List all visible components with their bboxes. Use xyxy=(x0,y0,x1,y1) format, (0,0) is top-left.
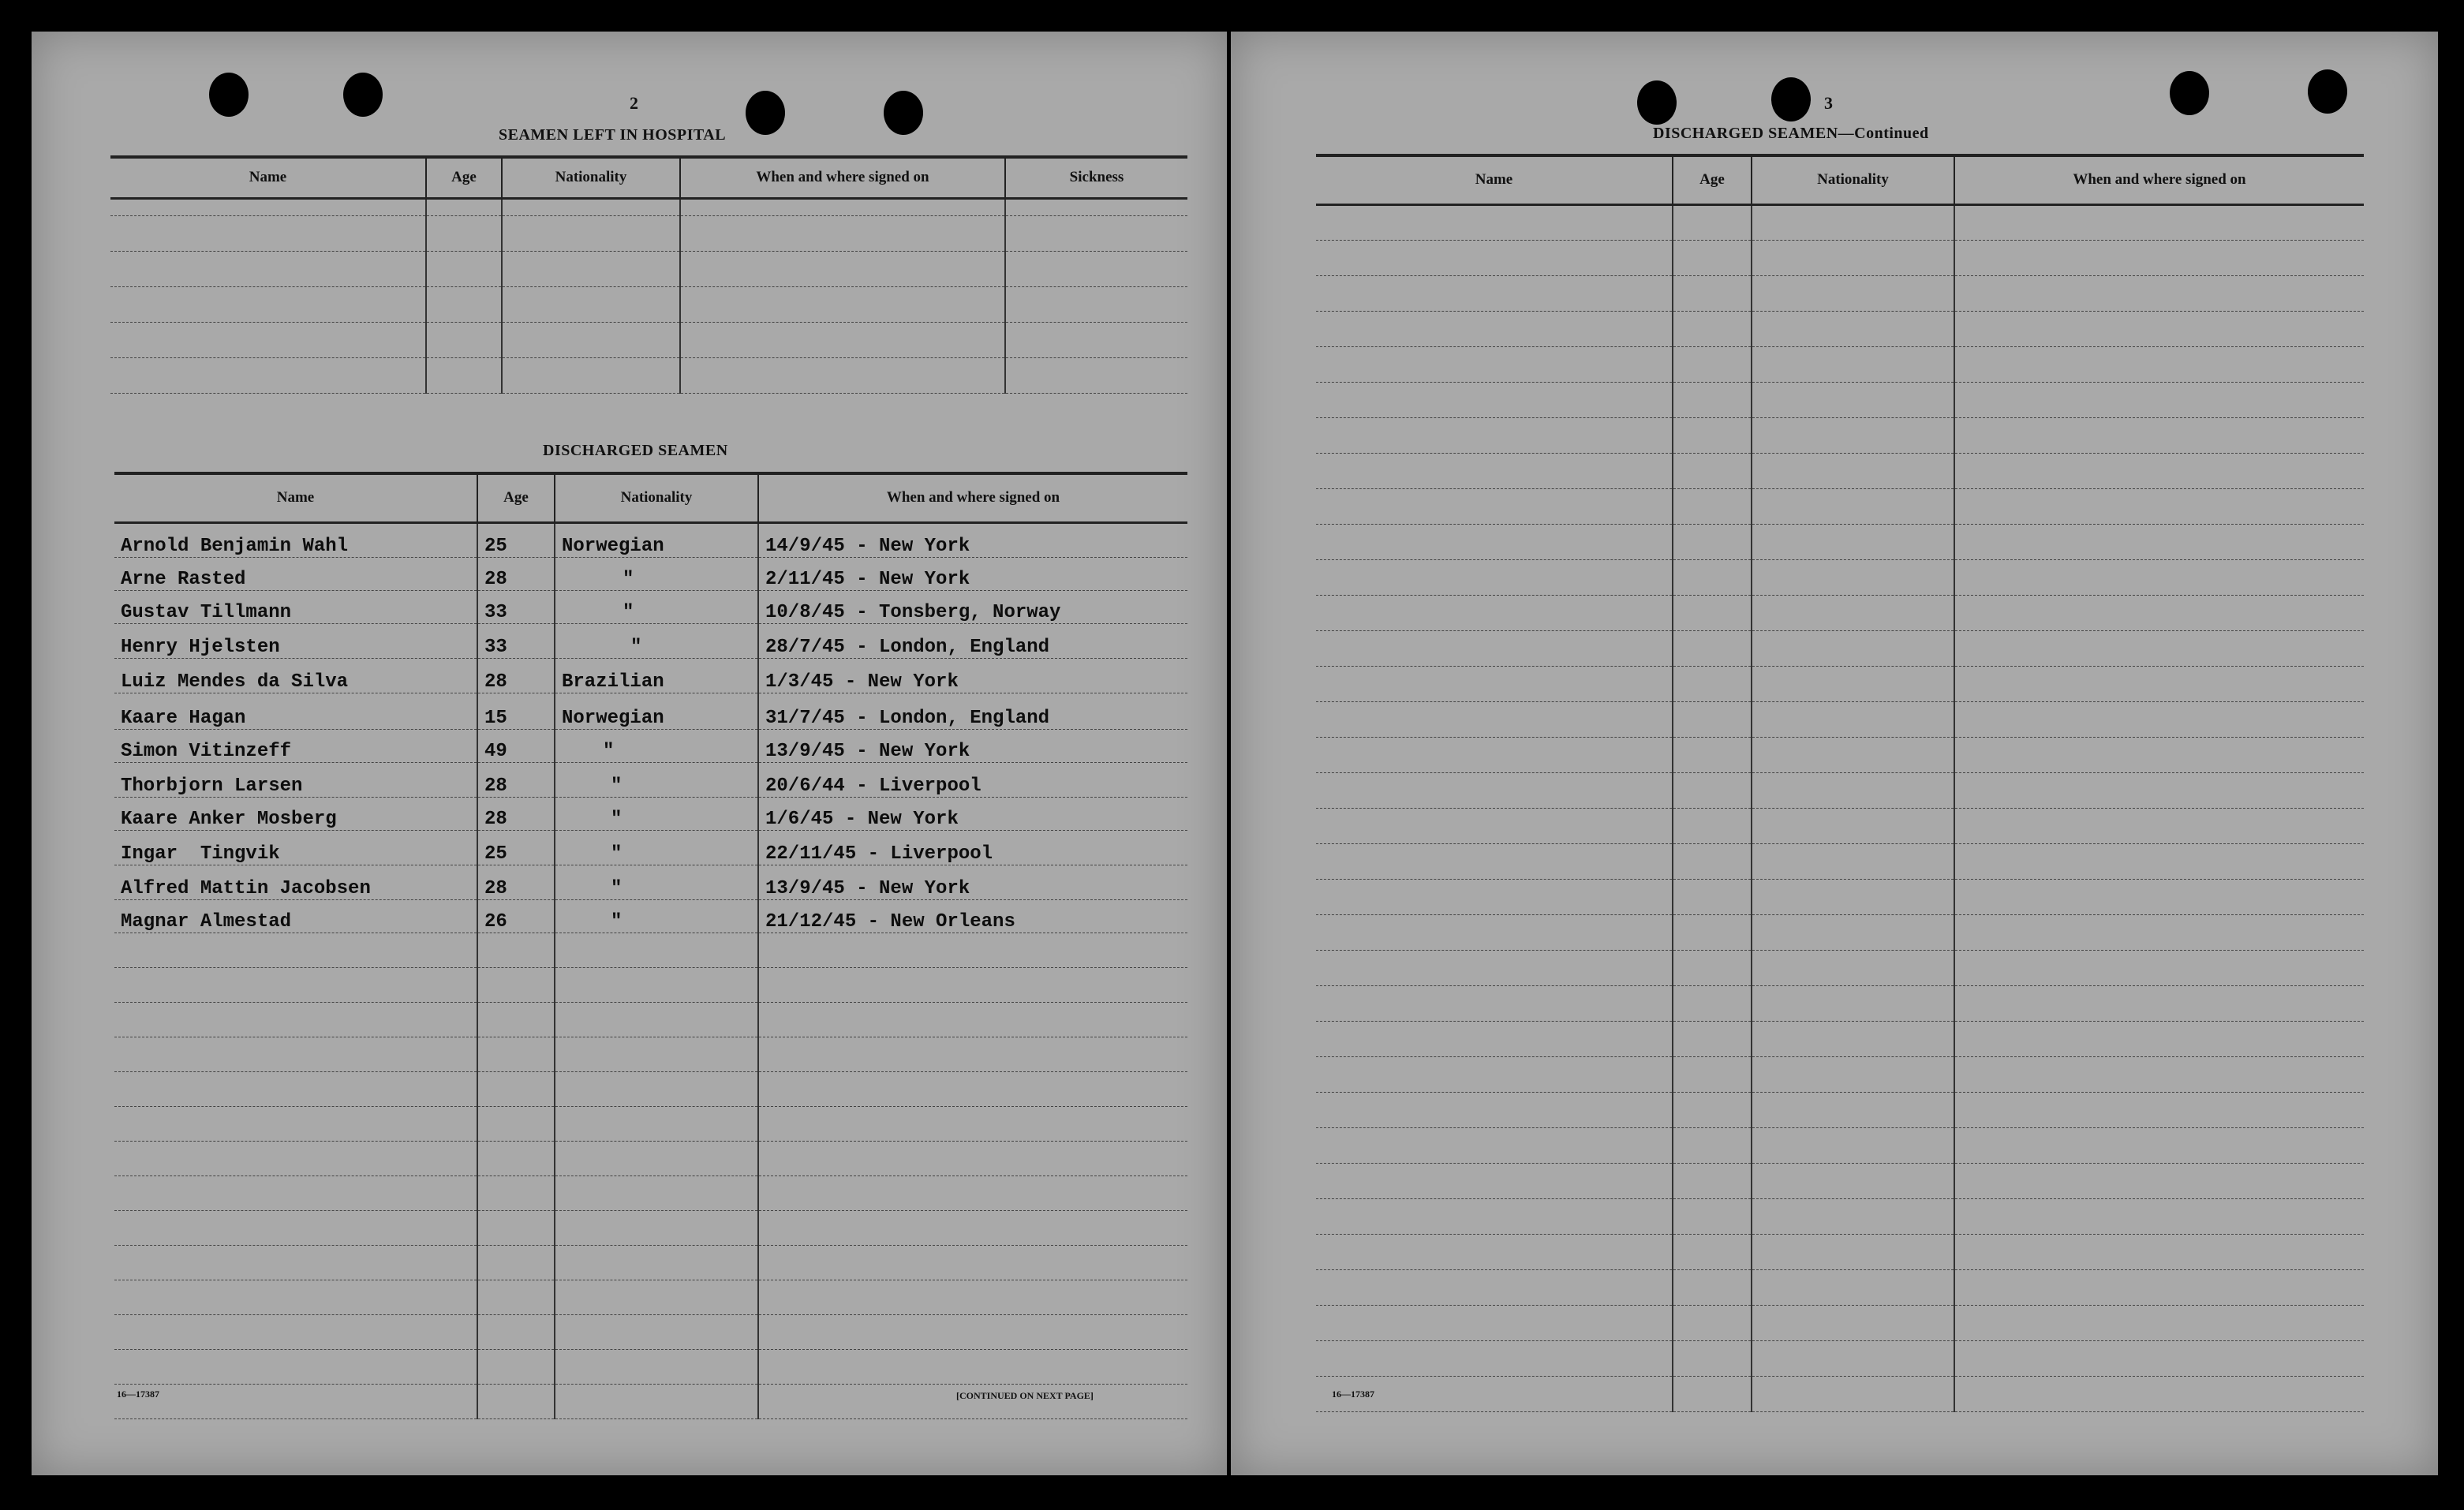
seaman-nationality: " xyxy=(555,590,758,623)
col-header-age: Age xyxy=(1673,155,1752,204)
col-header-nationality: Nationality xyxy=(555,473,758,522)
table-row xyxy=(110,198,1187,215)
col-header-name: Name xyxy=(1316,155,1673,204)
table-row xyxy=(1316,1163,2364,1198)
table-row xyxy=(110,286,1187,322)
table-row xyxy=(1316,985,2364,1021)
table-row xyxy=(1316,1092,2364,1127)
left-page xyxy=(32,32,1227,1475)
table-row xyxy=(1316,595,2364,630)
seaman-age: 33 xyxy=(477,623,555,658)
punch-hole xyxy=(2170,71,2209,115)
seaman-signed-on: 2/11/45 - New York xyxy=(758,557,1187,590)
table-row xyxy=(114,1141,1187,1175)
hospital-section-title: SEAMEN LEFT IN HOSPITAL xyxy=(499,126,727,144)
table-row xyxy=(1316,1305,2364,1340)
table-row xyxy=(1316,666,2364,701)
table-row xyxy=(1316,737,2364,772)
table-row xyxy=(114,557,1187,590)
seaman-nationality: " xyxy=(555,729,758,762)
table-row xyxy=(110,251,1187,286)
seaman-age: 49 xyxy=(477,729,555,762)
table-row xyxy=(1316,417,2364,453)
seaman-name: Kaare Hagan xyxy=(114,693,477,729)
discharged-section-title: DISCHARGED SEAMEN xyxy=(543,442,728,459)
seaman-name: Luiz Mendes da Silva xyxy=(114,658,477,693)
table-row xyxy=(114,729,1187,762)
col-header-name: Name xyxy=(114,473,477,522)
seaman-nationality: " xyxy=(555,899,758,933)
seaman-age: 28 xyxy=(477,762,555,797)
seaman-age: 25 xyxy=(477,522,555,557)
punch-hole xyxy=(2308,69,2347,114)
table-row xyxy=(110,215,1187,251)
table-row xyxy=(1316,382,2364,417)
table-row xyxy=(1316,204,2364,240)
table-row xyxy=(110,357,1187,393)
col-header-signed-on: When and where signed on xyxy=(680,157,1005,198)
seaman-nationality: " xyxy=(555,830,758,865)
table-row xyxy=(1316,488,2364,524)
table-row xyxy=(1316,524,2364,559)
page-number: 2 xyxy=(630,93,638,113)
table-row xyxy=(1316,914,2364,950)
seaman-nationality: Norwegian xyxy=(555,693,758,729)
form-number: 16—17387 xyxy=(117,1389,159,1400)
table-row xyxy=(114,899,1187,933)
seaman-age: 28 xyxy=(477,658,555,693)
seaman-nationality: Brazilian xyxy=(555,658,758,693)
seaman-signed-on: 13/9/45 - New York xyxy=(758,865,1187,899)
seaman-name: Alfred Mattin Jacobsen xyxy=(114,865,477,899)
seaman-signed-on: 1/6/45 - New York xyxy=(758,797,1187,830)
table-row xyxy=(1316,559,2364,595)
table-row xyxy=(1316,346,2364,382)
table-row xyxy=(1316,240,2364,275)
table-row xyxy=(114,1071,1187,1106)
table-row xyxy=(1316,275,2364,311)
seaman-signed-on: 28/7/45 - London, England xyxy=(758,623,1187,658)
seaman-age: 15 xyxy=(477,693,555,729)
punch-hole xyxy=(1771,77,1811,121)
discharged-table xyxy=(114,472,1187,1419)
seaman-age: 33 xyxy=(477,590,555,623)
table-row xyxy=(1316,1234,2364,1269)
seaman-nationality: " xyxy=(555,762,758,797)
table-row xyxy=(110,322,1187,357)
seaman-age: 28 xyxy=(477,797,555,830)
col-header-signed-on: When and where signed on xyxy=(758,473,1187,522)
hospital-table xyxy=(110,155,1187,394)
punch-hole xyxy=(884,91,923,135)
page-number: 3 xyxy=(1824,93,1833,113)
punch-hole xyxy=(1637,80,1677,125)
seaman-signed-on: 13/9/45 - New York xyxy=(758,729,1187,762)
table-row xyxy=(1316,1021,2364,1056)
seaman-name: Thorbjorn Larsen xyxy=(114,762,477,797)
seaman-signed-on: 14/9/45 - New York xyxy=(758,522,1187,557)
table-row xyxy=(1316,701,2364,737)
table-row xyxy=(1316,453,2364,488)
table-row xyxy=(114,1314,1187,1349)
seaman-name: Simon Vitinzeff xyxy=(114,729,477,762)
seaman-name: Henry Hjelsten xyxy=(114,623,477,658)
seaman-name: Ingar Tingvik xyxy=(114,830,477,865)
table-row xyxy=(1316,1056,2364,1092)
seaman-signed-on: 21/12/45 - New Orleans xyxy=(758,899,1187,933)
seaman-signed-on: 1/3/45 - New York xyxy=(758,658,1187,693)
col-header-nationality: Nationality xyxy=(1752,155,1954,204)
seaman-age: 28 xyxy=(477,557,555,590)
table-row xyxy=(1316,630,2364,666)
seaman-name: Kaare Anker Mosberg xyxy=(114,797,477,830)
seaman-signed-on: 22/11/45 - Liverpool xyxy=(758,830,1187,865)
seaman-nationality: " xyxy=(555,865,758,899)
table-row xyxy=(114,1245,1187,1280)
col-header-sickness: Sickness xyxy=(1005,157,1187,198)
punch-hole xyxy=(746,91,785,135)
seaman-name: Arne Rasted xyxy=(114,557,477,590)
seaman-nationality: " xyxy=(555,797,758,830)
col-header-signed-on: When and where signed on xyxy=(1954,155,2364,204)
table-row xyxy=(1316,311,2364,346)
col-header-age: Age xyxy=(477,473,555,522)
table-row xyxy=(114,1349,1187,1384)
seaman-nationality: Norwegian xyxy=(555,522,758,557)
table-row xyxy=(1316,1340,2364,1376)
table-row xyxy=(114,1037,1187,1071)
table-row xyxy=(1316,772,2364,808)
table-row xyxy=(114,1175,1187,1210)
seaman-nationality: " xyxy=(555,557,758,590)
seaman-signed-on: 20/6/44 - Liverpool xyxy=(758,762,1187,797)
table-row xyxy=(1316,843,2364,879)
table-row xyxy=(1316,808,2364,843)
continued-section-title: DISCHARGED SEAMEN—Continued xyxy=(1653,125,1929,142)
form-number: 16—17387 xyxy=(1332,1389,1374,1400)
seaman-nationality: " xyxy=(555,623,758,658)
punch-hole xyxy=(209,73,249,117)
table-row xyxy=(114,522,1187,557)
col-header-age: Age xyxy=(426,157,502,198)
discharged-continued-table xyxy=(1316,154,2364,1412)
table-row xyxy=(114,865,1187,899)
seaman-name: Magnar Almestad xyxy=(114,899,477,933)
table-row xyxy=(114,1210,1187,1245)
table-row xyxy=(114,933,1187,967)
table-row xyxy=(1316,1376,2364,1411)
table-row xyxy=(114,797,1187,830)
table-row xyxy=(114,762,1187,797)
table-row xyxy=(1316,1127,2364,1163)
seaman-name: Gustav Tillmann xyxy=(114,590,477,623)
table-row xyxy=(114,830,1187,865)
table-row xyxy=(1316,950,2364,985)
right-page xyxy=(1231,32,2438,1475)
table-row xyxy=(114,658,1187,693)
seaman-name: Arnold Benjamin Wahl xyxy=(114,522,477,557)
punch-hole xyxy=(343,73,383,117)
col-header-nationality: Nationality xyxy=(502,157,680,198)
table-row xyxy=(114,590,1187,623)
seaman-age: 26 xyxy=(477,899,555,933)
seaman-age: 28 xyxy=(477,865,555,899)
seaman-signed-on: 31/7/45 - London, England xyxy=(758,693,1187,729)
seaman-age: 25 xyxy=(477,830,555,865)
table-row xyxy=(114,623,1187,658)
table-row xyxy=(1316,879,2364,914)
table-row xyxy=(114,1280,1187,1314)
table-row xyxy=(1316,1269,2364,1305)
seaman-signed-on: 10/8/45 - Tonsberg, Norway xyxy=(758,590,1187,623)
table-row xyxy=(114,967,1187,1002)
table-row xyxy=(1316,1198,2364,1234)
table-row xyxy=(114,1002,1187,1037)
col-header-name: Name xyxy=(110,157,426,198)
table-row xyxy=(114,693,1187,729)
table-row xyxy=(114,1106,1187,1141)
continued-note: [CONTINUED ON NEXT PAGE] xyxy=(956,1390,1094,1401)
